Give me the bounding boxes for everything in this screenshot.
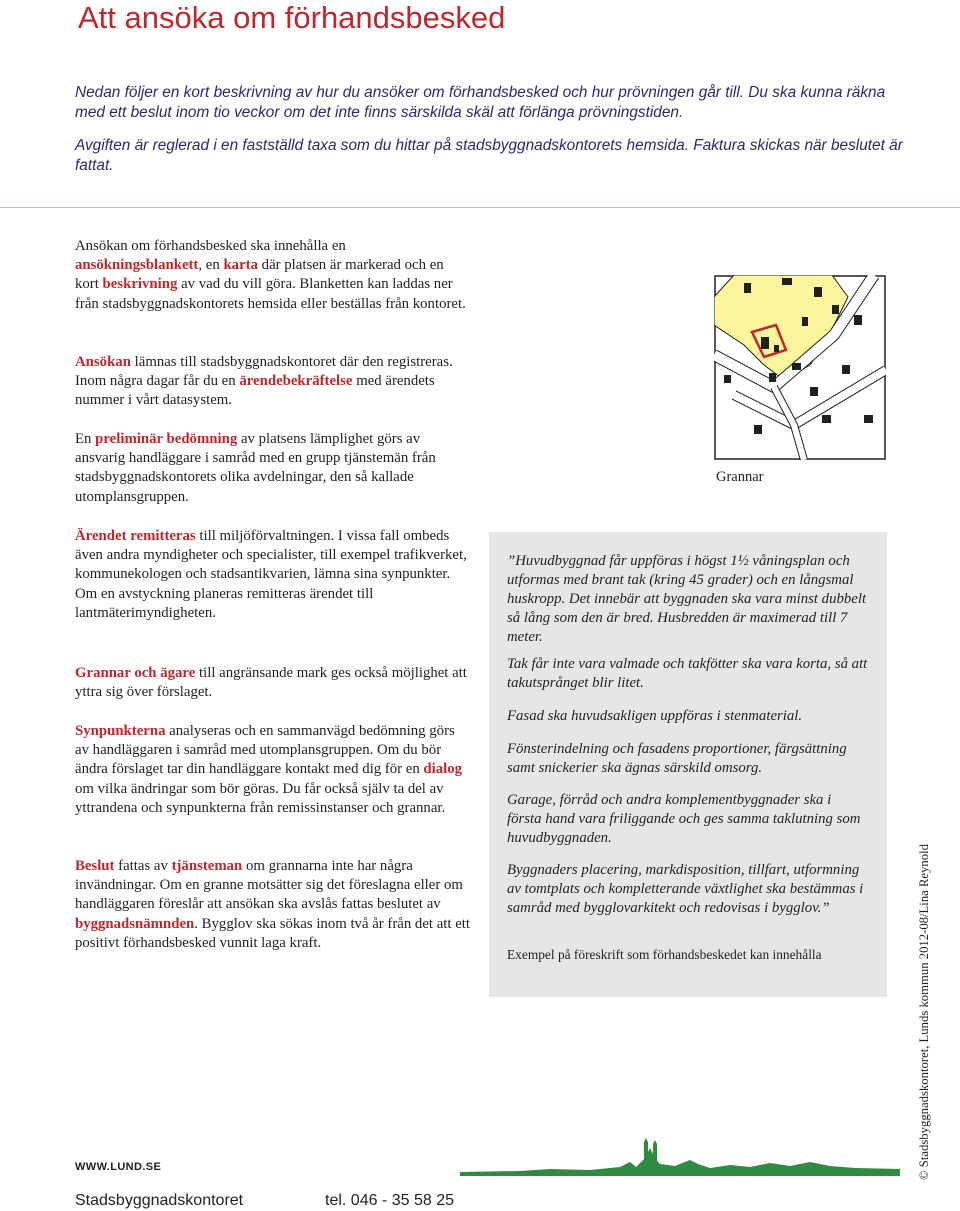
paragraph-text: analyseras och en sammanvägd bedömning görs av handläggaren i samråd med utomplansgruppen. Om du bör ändra förslaget tar din handläggare kontakt med dig för en <box>75 723 455 778</box>
paragraph-text: av vad du vill göra. Blanketten kan laddas ner från stadsbyggnadskontorets hemsida eller beställas från kontoret. <box>75 276 466 312</box>
office-name: Stadsbyggnadskontoret <box>75 1192 244 1209</box>
paragraph-comments <box>75 722 470 818</box>
highlighted-term: Grannar och ägare <box>75 665 196 681</box>
paragraph-text: fattas av <box>114 858 172 874</box>
highlighted-term: byggnadsnämnden <box>75 915 195 932</box>
quote-paragraph-1: ”Huvudbyggnad får uppföras i högst 1½ våningsplan och utformas med brant tak (kring 45 grader) och en långsmal huskropp. Det innebär att byggnaden ska vara minst dubbelt så lång som den är bred. Husbredden är maximerad till 7 meter. <box>507 553 867 645</box>
highlighted-term: Ansökan <box>75 354 131 370</box>
paragraph-text: där platsen är markerad och en kort <box>75 257 444 293</box>
intro-paragraph-1: Nedan följer en kort beskrivning av hur du ansöker om förhandsbesked och hur prövningen går till. Du ska kunna räkna med ett beslut inom tio veckor om det inte finns särskilda skäl att förlänga prövningstiden. <box>75 84 886 121</box>
paragraph-text: om vilka ändringar som bör göras. Du får också själv ta del av yttrandena och synpunkterna från remissinstanser och grannar. <box>75 780 446 816</box>
quote-paragraph-6: Byggnaders placering, markdisposition, tillfart, utformning av tomtplats och kompletterande växtlighet ska bestämmas i samråd med bygglovarkitekt och redovisas i bygglov.” <box>507 862 864 916</box>
highlighted-term: Beslut <box>75 858 115 874</box>
quote-caption: Exempel på föreskrift som förhandsbeskedet kan innehålla <box>507 947 822 962</box>
quote-paragraph-2: Tak får inte vara valmade och takfötter ska vara korta, så att takutsprånget blir litet. <box>507 656 868 691</box>
highlighted-term: ärendebekräftelse <box>239 373 353 390</box>
paragraph-decision <box>75 857 470 953</box>
highlighted-term: tjänsteman <box>171 858 243 874</box>
intro-paragraph-2: Avgiften är reglerad i en fastställd taxa som du hittar på stadsbyggnadskontorets hemsida. Faktura skickas när beslutet är fattat. <box>75 137 903 174</box>
paragraph-referral <box>75 527 470 623</box>
paragraph-submission <box>75 353 470 411</box>
paragraph-text: . Bygglov ska sökas inom två år från det att ett positivt förhandsbesked vunnit laga kraft. <box>75 915 470 951</box>
paragraph-text: av platsens lämplighet görs av ansvarig handläggare i samråd med en grupp tjänstemän från stadsbyggnadskontorets olika avdelningar, den så kallade utomplansgruppen. <box>75 431 436 505</box>
paragraph-text: till angränsande mark ges också möjlighet att yttra sig över förslaget. <box>75 665 467 701</box>
quote-paragraph-5: Garage, förråd och andra komplementbyggnader ska i första hand vara friliggande och ges samma taklutning som huvudbyggnaden. <box>507 792 861 846</box>
website-link[interactable]: WWW.LUND.SE <box>75 1161 162 1173</box>
paragraph-text: till miljöförvaltningen. I vissa fall ombeds även andra myndigheter och specialister, till exempel trafikverket, kommunekologen och stadsantikvarien, lämna sina synpunkter. Om en avstyckning planeras remitteras ärendet till lantmäterimyndigheten. <box>75 528 467 621</box>
paragraph-text: med ärendets nummer i vårt datasystem. <box>75 373 435 409</box>
highlighted-term: Ärendet remitteras <box>75 528 196 544</box>
quote-paragraph-3: Fasad ska huvudsakligen uppföras i stenmaterial. <box>507 708 803 724</box>
neighbour-map <box>714 275 886 460</box>
highlighted-term: karta <box>223 257 258 274</box>
copyright-notice: © Stadsbyggnadskontoret, Lunds kommun 2012-08/Lina Reynold <box>917 844 931 1180</box>
paragraph-text: , en <box>198 257 224 274</box>
highlighted-term: beskrivning <box>102 276 178 293</box>
paragraph-text: Ansökan om förhandsbesked ska innehålla en <box>75 238 346 254</box>
highlighted-term: ansökningsblankett <box>75 257 199 274</box>
paragraph-application <box>75 237 470 314</box>
city-skyline-graphic <box>460 1138 900 1176</box>
paragraph-text: om grannarna inte har några invändningar. Om en granne motsätter sig det föreslagna eller om handläggaren föreslår att ansökan ska avslås fattas beslutet av <box>75 858 463 913</box>
quote-paragraph-4: Fönsterindelning och fasadens proportioner, färgsättning samt snickerier ska ägnas särskild omsorg. <box>507 741 847 776</box>
paragraph-text: lämnas till stadsbyggnadskontoret där den registreras. Inom några dagar får du en <box>75 354 453 390</box>
highlighted-term: Synpunkterna <box>75 723 166 739</box>
phone-number: tel. 046 - 35 58 25 <box>325 1192 454 1209</box>
paragraph-text: En <box>75 431 96 447</box>
paragraph-neighbours <box>75 664 470 702</box>
divider <box>0 207 960 208</box>
highlighted-term: dialog <box>423 761 463 778</box>
highlighted-term: preliminär bedömning <box>95 431 238 447</box>
page-title: Att ansöka om förhandsbesked <box>78 0 506 35</box>
paragraph-preliminary <box>75 430 470 507</box>
map-caption: Grannar <box>716 469 764 485</box>
